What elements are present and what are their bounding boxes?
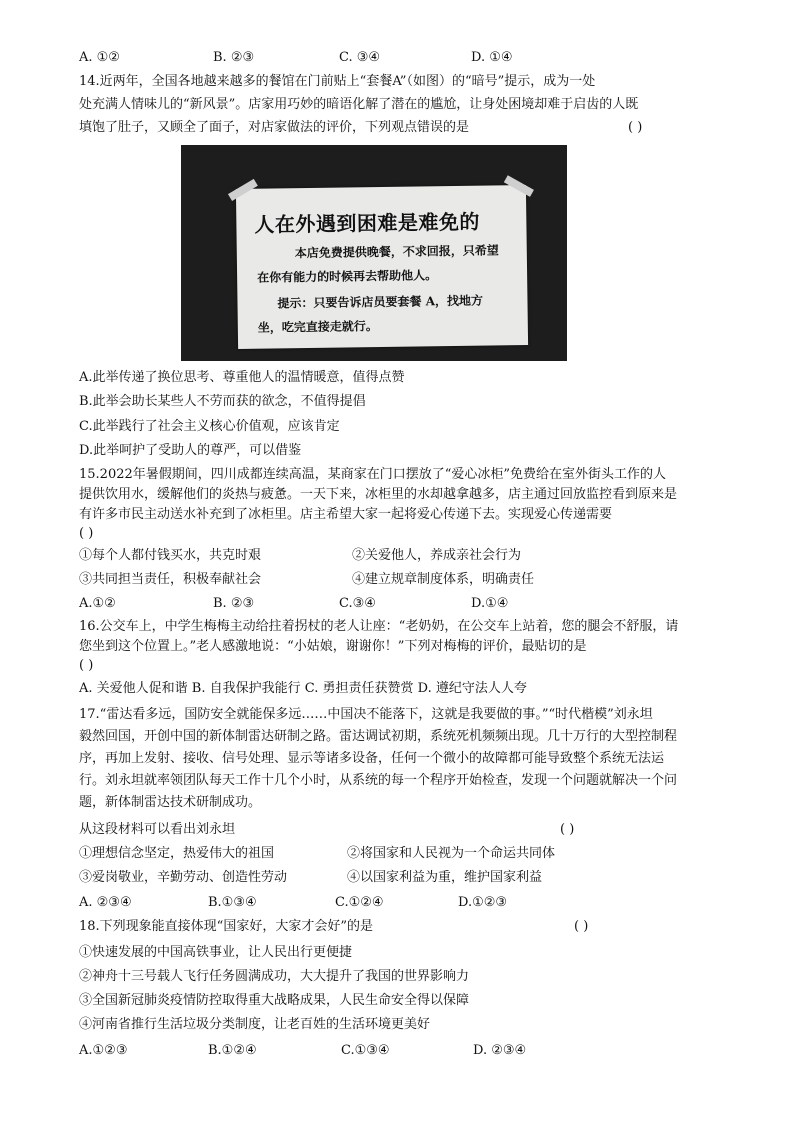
q15-option-b: B. ②③ bbox=[213, 596, 255, 611]
q17-stem-line-5: 题，新体制雷达技术研制成功。 bbox=[79, 795, 262, 810]
q13-option-a: A. ①② bbox=[79, 50, 120, 65]
q18-answer-paren: ( ) bbox=[574, 919, 589, 934]
q14-option-b: B.此举会助长某些人不劳而获的欲念，不值得提倡 bbox=[79, 394, 366, 409]
q15-answer-paren: ( ) bbox=[79, 526, 94, 541]
q18-option-b: B.①②④ bbox=[208, 1043, 257, 1058]
q16-stem-line-1: 16.公交车上，中学生梅梅主动给拄着拐杖的老人让座：“老奶奶，在公交车上站着，您的腿会不舒服，请 bbox=[79, 619, 679, 634]
q17-stem-line-6: 从这段材料可以看出刘永坦 bbox=[79, 822, 236, 837]
q17-stem-line-3: 序，再加上发射、接收、信号处理、显示等诸多设备，任何一个微小的故障都可能导致整个系统无法运 bbox=[79, 751, 665, 766]
q17-stem-line-2: 毅然回国，开创中国的新体制雷达研制之路。雷达调试初期，系统死机频频出现。几十万行的大型控制程 bbox=[79, 729, 678, 744]
q14-option-c: C.此举践行了社会主义核心价值观，应该肯定 bbox=[79, 419, 340, 434]
q18-item-1: ①快速发展的中国高铁事业，让人民出行更便捷 bbox=[79, 945, 353, 960]
q15-option-d: D.①④ bbox=[471, 596, 509, 611]
q17-option-a: A. ②③④ bbox=[79, 895, 132, 910]
q15-stem-line-1: 15.2022年暑假期间，四川成都连续高温，某商家在门口摆放了“爱心冰柜”免费给在室外街头工作的人 bbox=[79, 467, 667, 482]
q17-item-3: ③爱岗敬业，辛勤劳动、创造性劳动 bbox=[79, 870, 288, 885]
notice-line-4: 坐，吃完直接走就行。 bbox=[257, 319, 378, 335]
notice-line-1: 本店免费提供晚餐，不求回报，只希望 bbox=[294, 243, 499, 261]
q17-stem-line-4: 行。刘永坦就率领团队每天工作十几个小时，从系统的每一个程序开始检查，发现一个问题就解决一个问 bbox=[79, 773, 678, 788]
q17-option-b: B.①③④ bbox=[208, 895, 257, 910]
q14-option-a: A.此举传递了换位思考、尊重他人的温情暖意，值得点赞 bbox=[79, 370, 405, 385]
q16-answer-paren: ( ) bbox=[79, 658, 94, 673]
q14-stem-line-1: 14.近两年，全国各地越来越多的餐馆在门前贴上“套餐A”（如图）的“暗号”提示，成为一处 bbox=[79, 74, 596, 89]
q15-stem-line-2: 提供饮用水，缓解他们的炎热与疲惫。一天下来，冰柜里的水却越拿越多，店主通过回放监控看到原来是 bbox=[79, 487, 678, 502]
q18-item-4: ④河南省推行生活垃圾分类制度，让老百姓的生活环境更美好 bbox=[79, 1017, 431, 1032]
notice-sign bbox=[236, 185, 528, 349]
q15-option-a: A.①② bbox=[79, 596, 116, 611]
q14-stem-line-2: 处充满人情味儿的“新风景”。店家用巧妙的暗语化解了潜在的尴尬，让身处困境却难于启齿的人既 bbox=[79, 97, 639, 112]
q18-item-2: ②神舟十三号载人飞行任务圆满成功，大大提升了我国的世界影响力 bbox=[79, 969, 470, 984]
q18-option-d: D. ②③④ bbox=[473, 1043, 527, 1058]
q14-stem-line-3: 填饱了肚子，又顾全了面子，对店家做法的评价，下列观点错误的是 bbox=[79, 120, 470, 135]
notice-title: 人在外遇到困难是难免的 bbox=[254, 209, 481, 237]
notice-line-3: 提示：只要告诉店员要套餐 A，找地方 bbox=[277, 293, 484, 311]
restaurant-notice-photo bbox=[181, 145, 567, 361]
q14-option-d: D.此举呵护了受助人的尊严，可以借鉴 bbox=[79, 443, 302, 458]
q17-answer-paren: ( ) bbox=[560, 822, 575, 837]
q18-stem: 18.下列现象能直接体现“国家好，大家才会好”的是 bbox=[79, 919, 373, 934]
q15-item-3: ③共同担当责任，积极奉献社会 bbox=[79, 572, 262, 587]
q15-option-c: C.③④ bbox=[339, 596, 376, 611]
q16-options: A. 关爱他人促和谐 B. 自我保护我能行 C. 勇担责任获赞赏 D. 遵纪守法人人夸 bbox=[79, 681, 527, 696]
q17-item-1: ①理想信念坚定，热爱伟大的祖国 bbox=[79, 846, 275, 861]
q17-option-d: D.①②③ bbox=[458, 895, 508, 910]
q16-stem-line-2: 您坐到这个位置上。”老人感激地说：“小姑娘，谢谢你！”下列对梅梅的评价，最贴切的是 bbox=[79, 639, 587, 654]
q17-stem-line-1: 17.“雷达看多远，国防安全就能保多远……中国决不能落下，这就是我要做的事。”“时代楷模”刘永坦 bbox=[79, 707, 653, 722]
q15-item-1: ①每个人都付钱买水，共克时艰 bbox=[79, 548, 262, 563]
q13-option-d: D. ①④ bbox=[471, 50, 513, 65]
q15-stem-line-3: 有许多市民主动送水补充到了冰柜里。店主希望大家一起将爱心传递下去。实现爱心传递需要 bbox=[79, 507, 613, 522]
q15-item-2: ②关爱他人，养成亲社会行为 bbox=[352, 548, 522, 563]
q15-item-4: ④建立规章制度体系，明确责任 bbox=[352, 572, 535, 587]
q18-item-3: ③全国新冠肺炎疫情防控取得重大战略成果，人民生命安全得以保障 bbox=[79, 993, 470, 1008]
q17-item-2: ②将国家和人民视为一个命运共同体 bbox=[347, 846, 556, 861]
q18-option-a: A.①②③ bbox=[79, 1043, 128, 1058]
q14-answer-paren: ( ) bbox=[628, 120, 643, 135]
q17-item-4: ④以国家利益为重，维护国家利益 bbox=[347, 870, 543, 885]
q18-option-c: C.①③④ bbox=[341, 1043, 390, 1058]
notice-line-2: 在你有能力的时候再去帮助他人。 bbox=[257, 268, 438, 285]
q13-option-b: B. ②③ bbox=[213, 50, 255, 65]
q13-option-c: C. ③④ bbox=[339, 50, 381, 65]
q17-option-c: C.①②④ bbox=[335, 895, 384, 910]
